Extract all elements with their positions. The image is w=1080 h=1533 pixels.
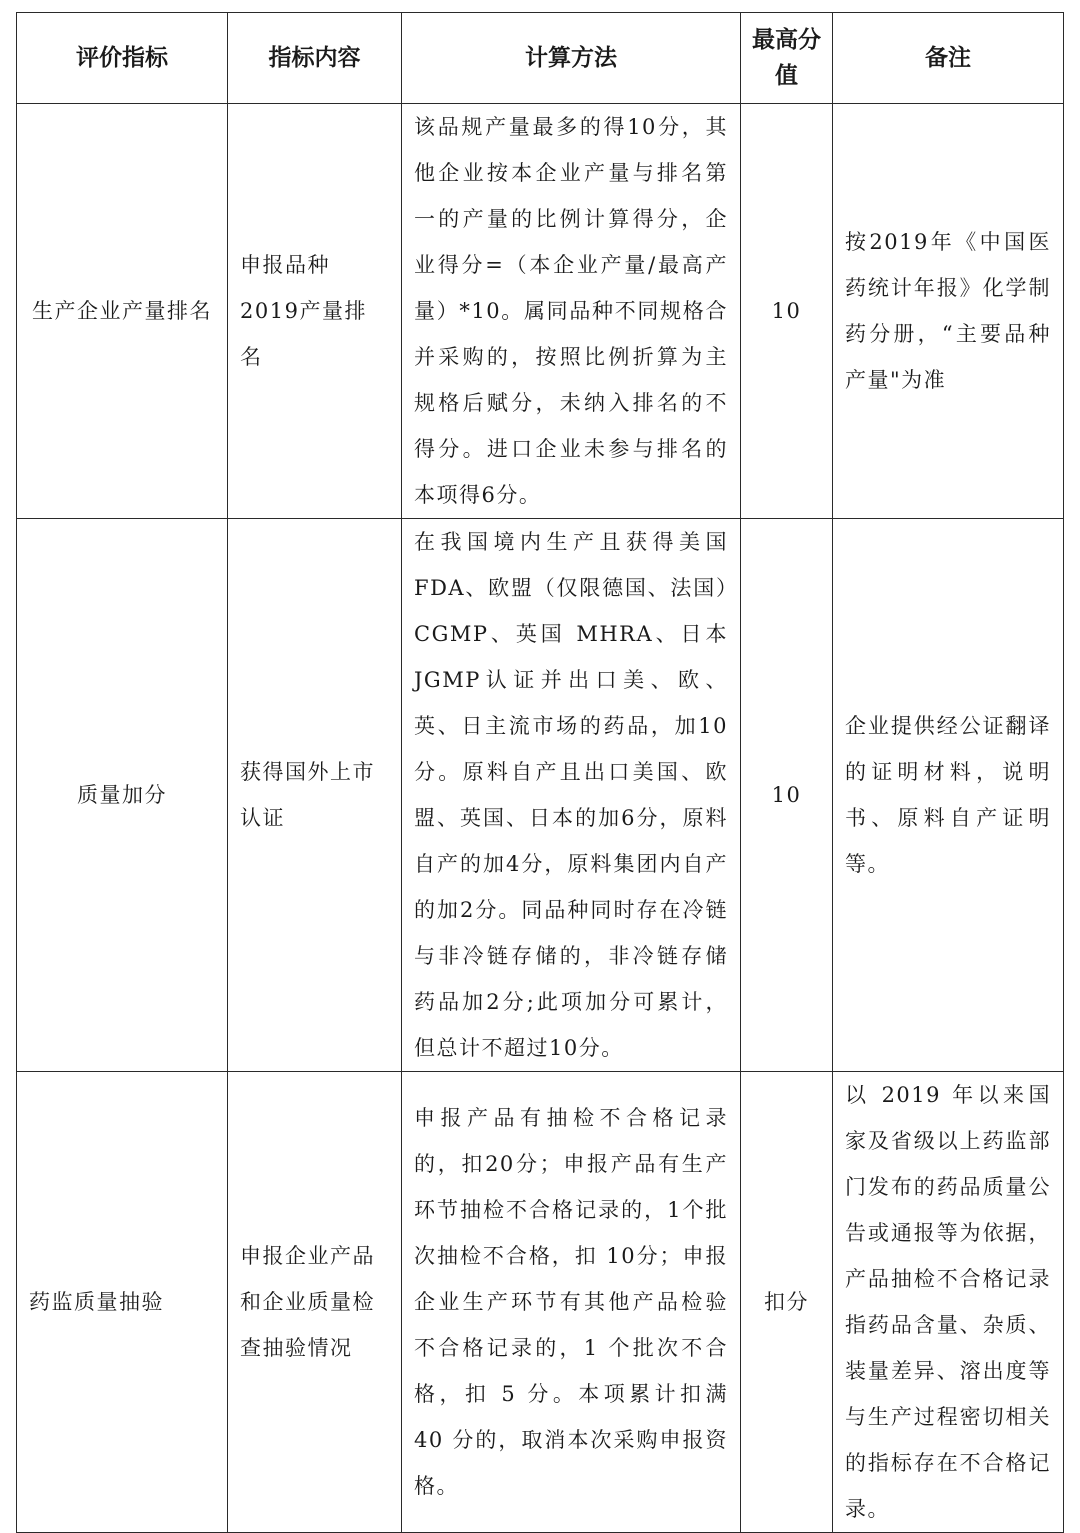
cell-content: 申报品种2019产量排名 (228, 104, 402, 519)
table-row (17, 104, 1064, 519)
cell-note: 以 2019 年以来国家及省级以上药监部门发布的药品质量公告或通报等为依据，产品抽检不合格记录指药品含量、杂质、装量差异、溶出度等与生产过程密切相关的指标存在不合格记录。 (833, 1072, 1064, 1533)
cell-indicator: 药监质量抽验 (17, 1072, 228, 1533)
header-indicator: 评价指标 (17, 13, 228, 104)
cell-max-score: 10 (741, 519, 833, 1072)
cell-content: 获得国外上市认证 (228, 519, 402, 1072)
cell-note: 按2019年《中国医药统计年报》化学制药分册，“主要品种产量"为准 (833, 104, 1064, 519)
cell-method: 该品规产量最多的得10分，其他企业按本企业产量与排名第一的产量的比例计算得分，企业得分=（本企业产量/最高产量）*10。属同品种不同规格合并采购的，按照比例折算为主规格后赋分，未纳入排名的不得分。进口企业未参与排名的本项得6分。 (402, 104, 741, 519)
table-row (17, 519, 1064, 1072)
cell-method: 申报产品有抽检不合格记录的，扣20分；申报产品有生产环节抽检不合格记录的，1个批次抽检不合格，扣 10分；申报企业生产环节有其他产品检验不合格记录的，1 个批次不合格，扣 5 分。本项累计扣满 40 分的，取消本次采购申报资格。 (402, 1072, 741, 1533)
table-header (17, 13, 1064, 104)
cell-content: 申报企业产品和企业质量检查抽验情况 (228, 1072, 402, 1533)
cell-max-score: 10 (741, 104, 833, 519)
cell-max-score: 扣分 (741, 1072, 833, 1533)
table-body (17, 104, 1064, 1533)
cell-note: 企业提供经公证翻译的证明材料，说明书、原料自产证明等。 (833, 519, 1064, 1072)
header-method: 计算方法 (402, 13, 741, 104)
table-row (17, 1072, 1064, 1533)
cell-indicator: 质量加分 (17, 519, 228, 1072)
evaluation-table (16, 12, 1064, 1533)
header-content: 指标内容 (228, 13, 402, 104)
header-max-score: 最高分值 (741, 13, 833, 104)
header-row (17, 13, 1064, 104)
cell-method: 在我国境内生产且获得美国FDA、欧盟（仅限德国、法国）CGMP、英国 MHRA、日本JGMP认证并出口美、欧、英、日主流市场的药品，加10分。原料自产且出口美国、欧盟、英国、日本的加6分，原料自产的加4分，原料集团内自产的加2分。同品种同时存在冷链与非冷链存储的，非冷链存储药品加2分;此项加分可累计，但总计不超过10分。 (402, 519, 741, 1072)
cell-indicator: 生产企业产量排名 (17, 104, 228, 519)
header-note: 备注 (833, 13, 1064, 104)
